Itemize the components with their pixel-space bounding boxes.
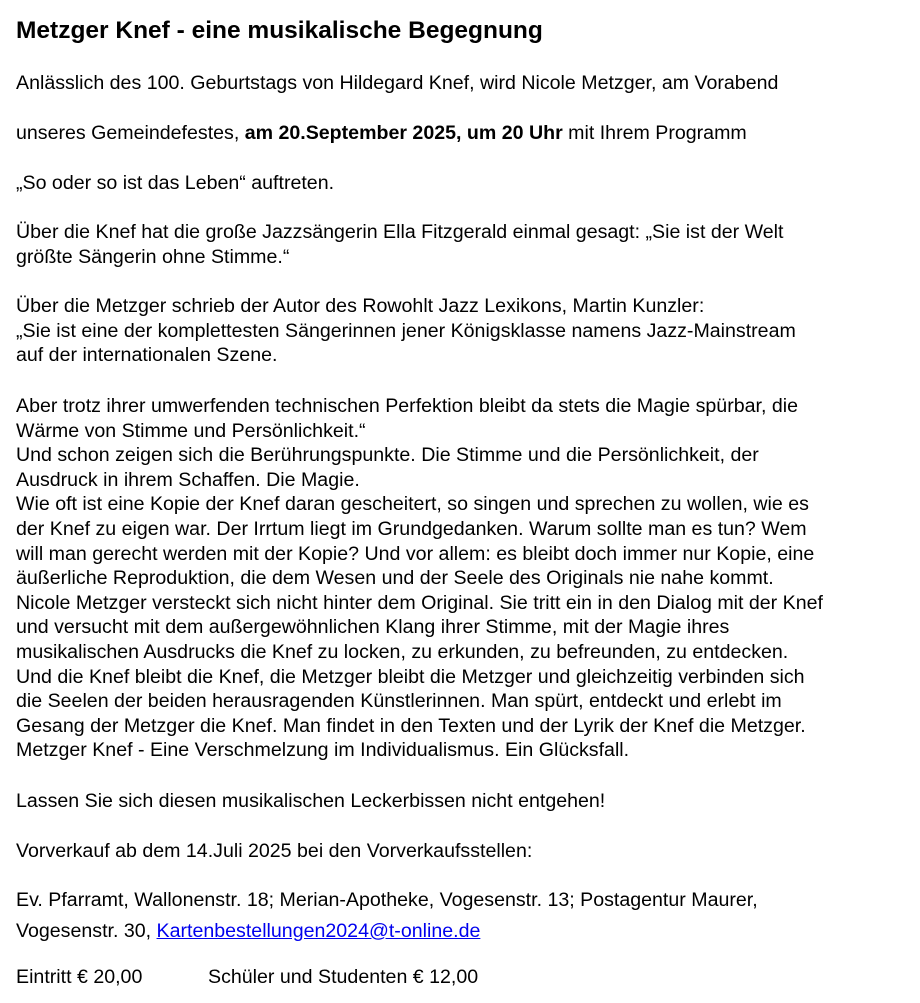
text-line: der Knef zu eigen war. Der Irrtum liegt im Grundgedanken. Warum sollte man es tun? Wem — [16, 517, 807, 540]
outlets-line-2 — [16, 919, 480, 943]
kunzler-quote — [16, 294, 796, 368]
text-line: musikalischen Ausdrucks die Knef zu locken, zu erkunden, zu befreunden, zu entdecken. — [16, 640, 789, 663]
text-line: und versucht mit dem außergewöhnlichen Klang ihrer Stimme, mit der Magie ihres — [16, 616, 730, 639]
text-line: Über die Knef hat die große Jazzsängerin Ella Fitzgerald einmal gesagt: „Sie ist der Welt — [16, 221, 784, 243]
text-line: Gesang der Metzger die Knef. Man findet in den Texten und der Lyrik der Knef die Metzger. — [16, 714, 806, 737]
program-title-line: „So oder so ist das Leben“ auftreten. — [16, 172, 335, 194]
price-line — [16, 965, 716, 989]
text-line: Und die Knef bleibt die Knef, die Metzger bleibt die Metzger und gleichzeitig verbinden sich — [16, 665, 805, 688]
fitzgerald-quote — [16, 220, 783, 269]
outlets-line-1: Ev. Pfarramt, Wallonenstr. 18; Merian-Apotheke, Vogesenstr. 13; Postagentur Maurer, — [16, 889, 758, 911]
event-date: am 20.September 2025, um 20 Uhr — [244, 122, 563, 144]
text-line: größte Sängerin ohne Stimme.“ — [16, 245, 290, 268]
outlets-line-2-start: Vogesenstr. 30, — [16, 920, 157, 942]
text-line: will man gerecht werden mit der Kopie? Und vor allem: es bleibt doch immer nur Kopie, eine — [16, 542, 815, 565]
presale-line: Vorverkauf ab dem 14.Juli 2025 bei den Vorverkaufsstellen: — [16, 840, 533, 862]
text-line: Metzger Knef - Eine Verschmelzung im Individualismus. Ein Glücksfall. — [16, 739, 630, 762]
reduced-price: Schüler und Studenten € 12,00 — [208, 966, 479, 988]
text-line: Ausdruck in ihrem Schaffen. Die Magie. — [16, 468, 360, 491]
text-line: die Seelen der beiden herausragenden Künstlerinnen. Man spürt, entdeckt und erlebt im — [16, 690, 782, 713]
text-line: auf der internationalen Szene. — [16, 344, 278, 367]
regular-price: Eintritt € 20,00 — [16, 966, 143, 988]
text-line: Aber trotz ihrer umwerfenden technischen Perfektion bleibt da stets die Magie spürbar, die — [16, 395, 798, 417]
email-link[interactable]: Kartenbestellungen2024@t-online.de — [156, 920, 481, 942]
intro-line-2-end: mit Ihrem Programm — [562, 122, 747, 144]
text-line: Nicole Metzger versteckt sich nicht hinter dem Original. Sie tritt ein in den Dialog mit der Knef — [16, 591, 823, 614]
intro-line-2 — [16, 121, 747, 145]
text-line: Und schon zeigen sich die Berührungspunkte. Die Stimme und die Persönlichkeit, der — [16, 444, 759, 467]
text-line: äußerliche Reproduktion, die dem Wesen und der Seele des Originals nie nahe kommt. — [16, 567, 774, 590]
intro-line-1: Anlässlich des 100. Geburtstags von Hildegard Knef, wird Nicole Metzger, am Vorabend — [16, 72, 779, 94]
text-line: Wärme von Stimme und Persönlichkeit.“ — [16, 419, 366, 442]
text-line: Wie oft ist eine Kopie der Knef daran gescheitert, so singen und sprechen zu wollen, wie es — [16, 493, 809, 516]
text-line: „Sie ist eine der komplettesten Sängerinnen jener Königsklasse namens Jazz-Mainstream — [16, 319, 796, 342]
closing-line: Lassen Sie sich diesen musikalischen Leckerbissen nicht entgehen! — [16, 790, 606, 812]
intro-line-2-start: unseres Gemeindefestes, — [16, 122, 245, 144]
text-line: Über die Metzger schrieb der Autor des Rowohlt Jazz Lexikons, Martin Kunzler: — [16, 295, 705, 317]
page-title: Metzger Knef - eine musikalische Begegnung — [16, 17, 543, 44]
main-paragraph — [16, 394, 823, 763]
